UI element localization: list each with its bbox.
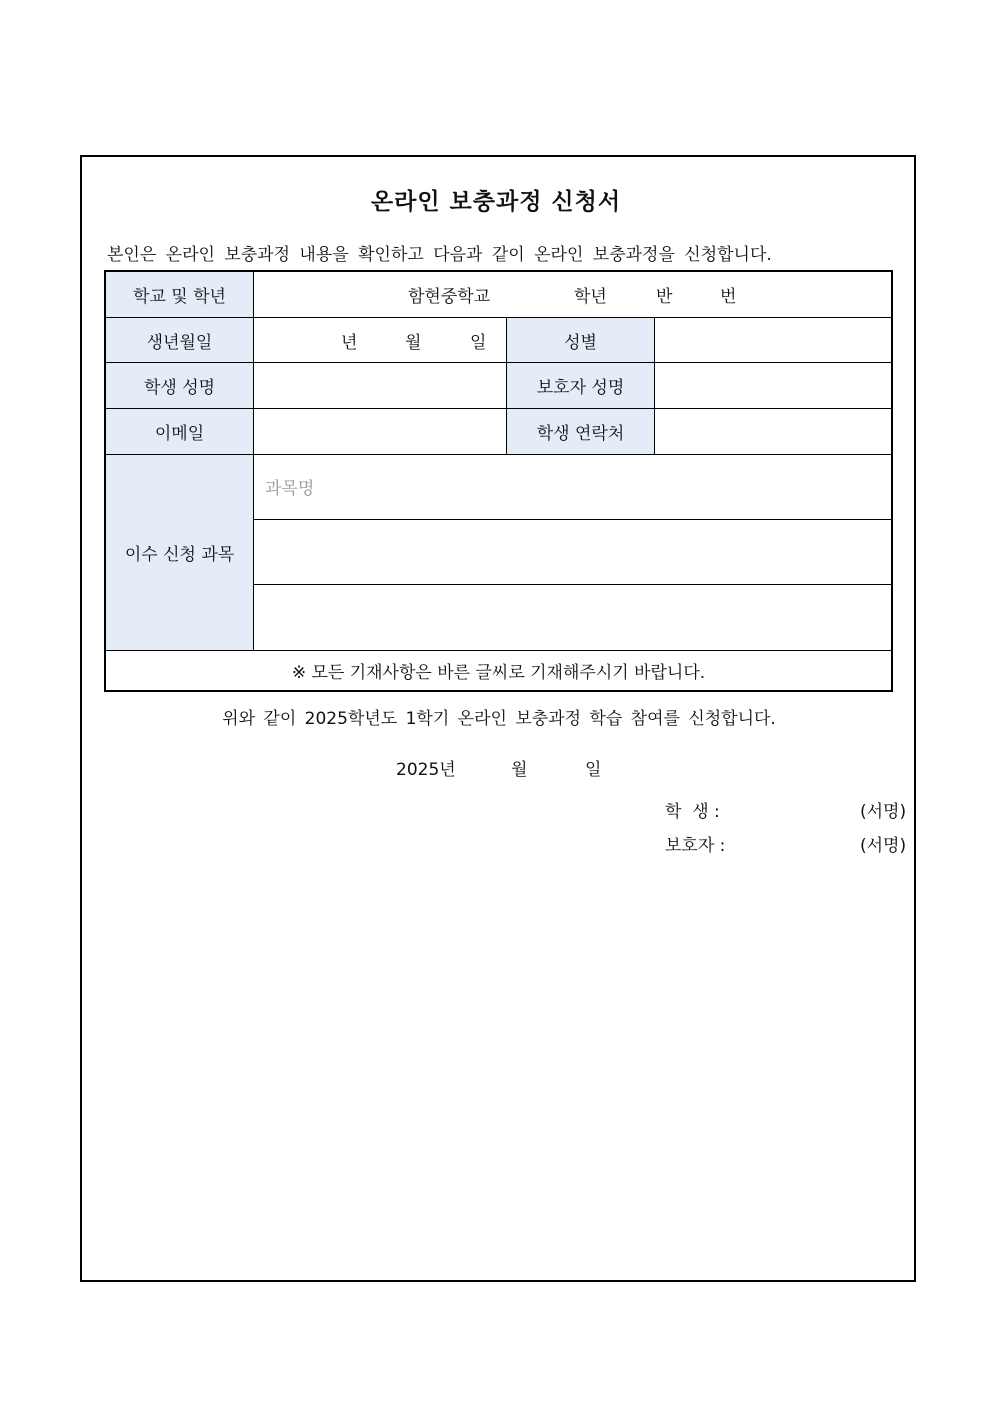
student-contact-field[interactable] bbox=[656, 410, 890, 453]
email-field[interactable] bbox=[255, 410, 505, 453]
grade-unit: 학년 bbox=[574, 287, 607, 307]
guardian-name-label: 보호자 성명 bbox=[507, 363, 654, 408]
school-grade-label: 학교 및 학년 bbox=[106, 272, 253, 317]
date-day: 일 bbox=[585, 760, 602, 780]
student-contact-label: 학생 연락처 bbox=[507, 409, 654, 454]
date-month: 월 bbox=[511, 760, 528, 780]
application-statement: 위와 같이 2025학년도 1학기 온라인 보충과정 학습 참여를 신청합니다. bbox=[222, 709, 776, 729]
intro-text: 본인은 온라인 보충과정 내용을 확인하고 다음과 같이 온라인 보충과정을 신청합니다. bbox=[107, 245, 772, 265]
column-divider bbox=[654, 318, 655, 454]
course-placeholder: 과목명 bbox=[265, 479, 315, 499]
form-note: ※ 모든 기재사항은 바른 글씨로 기재해주시기 바랍니다. bbox=[291, 663, 706, 683]
student-name-label: 학생 성명 bbox=[106, 363, 253, 408]
student-signature-mark: (서명) bbox=[860, 802, 907, 822]
row-divider bbox=[106, 408, 891, 409]
number-unit: 번 bbox=[720, 287, 737, 307]
birthdate-label: 생년월일 bbox=[106, 318, 253, 362]
birth-year-unit: 년 bbox=[341, 333, 358, 353]
date-year: 2025년 bbox=[396, 760, 456, 780]
row-divider bbox=[106, 362, 891, 363]
course-field-1[interactable] bbox=[255, 456, 890, 518]
class-unit: 반 bbox=[656, 287, 673, 307]
email-label: 이메일 bbox=[106, 409, 253, 454]
birth-month-unit: 월 bbox=[405, 333, 422, 353]
row-divider bbox=[106, 317, 891, 318]
column-divider bbox=[253, 272, 254, 650]
gender-label: 성별 bbox=[507, 318, 654, 362]
guardian-signature-mark: (서명) bbox=[860, 836, 907, 856]
document-title: 온라인 보충과정 신청서 bbox=[370, 189, 622, 215]
row-divider bbox=[254, 584, 891, 585]
course-field-2[interactable] bbox=[255, 521, 890, 583]
column-divider bbox=[506, 318, 507, 454]
row-divider bbox=[106, 454, 891, 455]
birth-day-unit: 일 bbox=[470, 333, 487, 353]
row-divider bbox=[254, 519, 891, 520]
gender-field[interactable] bbox=[656, 319, 890, 361]
student-name-field[interactable] bbox=[255, 364, 505, 407]
guardian-sign-label: 보호자 : bbox=[665, 836, 726, 856]
student-sign-label: 학 생 : bbox=[665, 802, 720, 822]
school-name: 함현중학교 bbox=[408, 287, 491, 307]
course-field-3[interactable] bbox=[255, 586, 890, 649]
guardian-name-field[interactable] bbox=[656, 364, 890, 407]
courses-label: 이수 신청 과목 bbox=[106, 455, 253, 650]
